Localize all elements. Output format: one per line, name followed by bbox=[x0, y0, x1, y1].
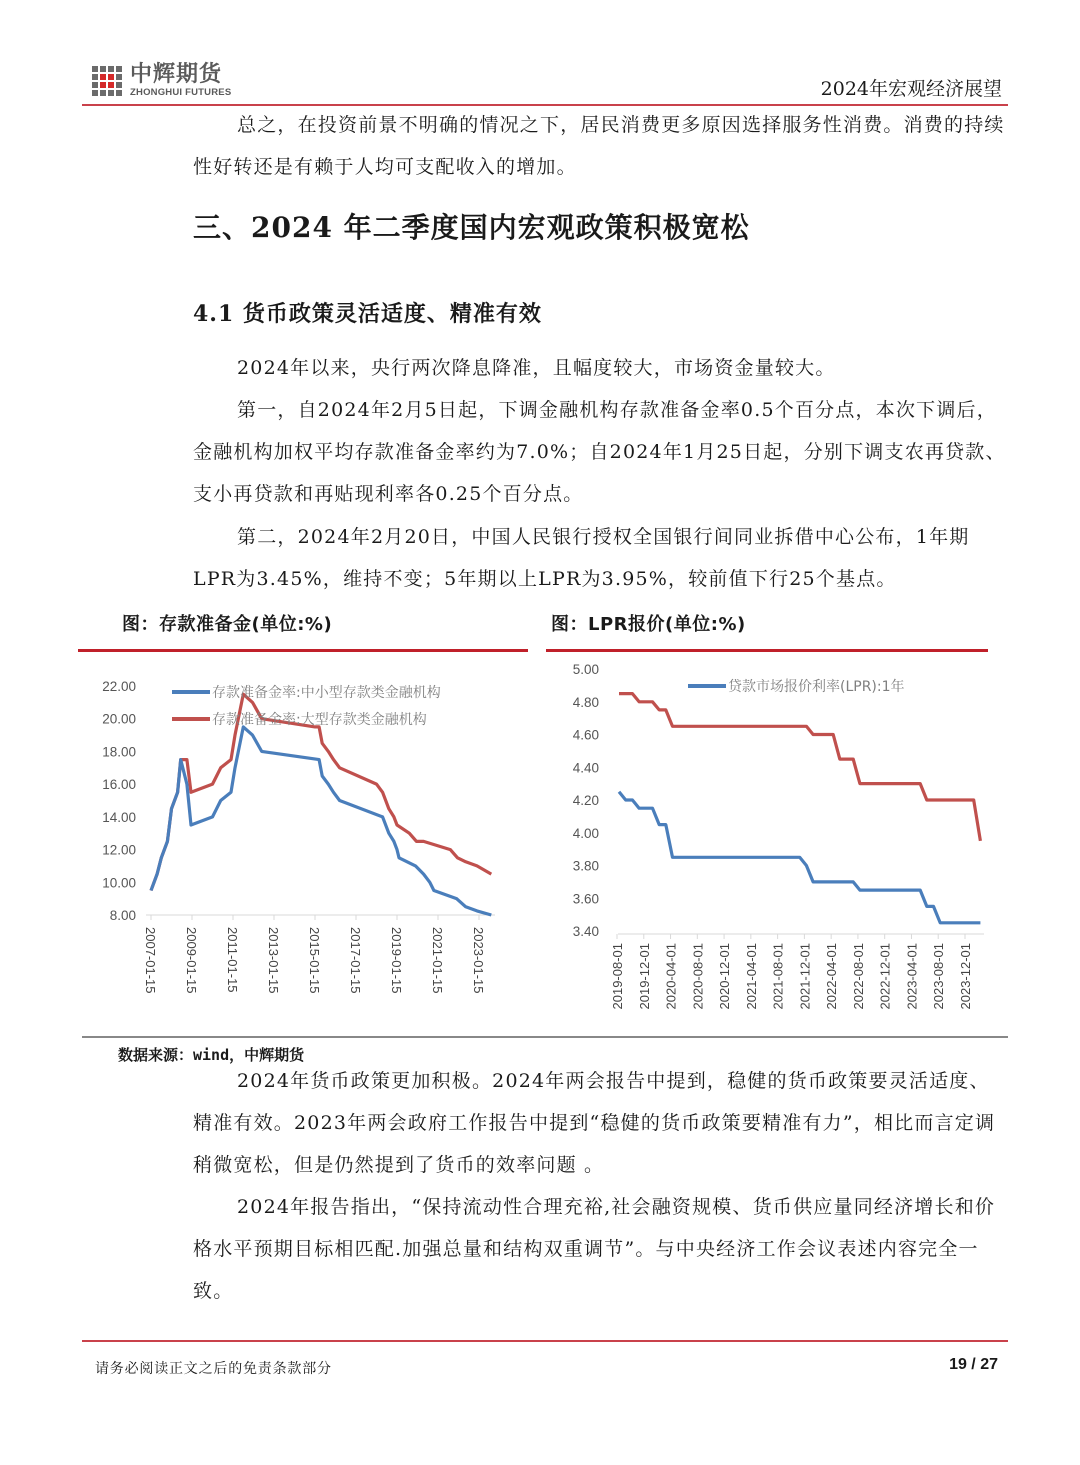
x-tick-label: 2021-08-01 bbox=[770, 943, 786, 1010]
x-tick-label: 2022-04-01 bbox=[824, 943, 840, 1010]
body-paragraph-4: 2024年货币政策更加积极。2024年两会报告中提到，稳健的货币政策要灵活适度、精准有效。2023年两会政府工作报告中提到“稳健的货币政策要精准有力”，相比而言定调稍微宽松，但是仍然提到了货币的效率问题 。 bbox=[193, 1070, 996, 1176]
x-tick-label: 2023-04-01 bbox=[904, 943, 920, 1010]
report-title: 2024年宏观经济展望 bbox=[820, 78, 1002, 100]
x-tick-label: 2021-04-01 bbox=[743, 943, 759, 1010]
y-tick-label: 4.60 bbox=[572, 727, 599, 743]
intro-paragraph: 总之，在投资前景不明确的情况之下，居民消费更多原因选择服务性消费。消费的持续性好转还是有赖于人均可支配收入的增加。 bbox=[193, 114, 1005, 178]
y-tick-label: 5.00 bbox=[572, 662, 599, 677]
y-tick-label: 14.00 bbox=[102, 809, 136, 825]
x-tick-label: 2023-12-01 bbox=[958, 943, 973, 1010]
x-tick-label: 2022-08-01 bbox=[850, 943, 866, 1010]
x-tick-label: 2021-12-01 bbox=[797, 943, 813, 1010]
body-paragraph-3: 第二，2024年2月20日，中国人民银行授权全国银行间同业拆借中心公布，1年期LPR为3.45%，维持不变；5年期以上LPR为3.95%，较前值下行25个基点。 bbox=[193, 526, 970, 590]
x-tick-label: 2019-01-15 bbox=[389, 927, 404, 994]
y-tick-label: 18.00 bbox=[102, 744, 136, 760]
x-tick-label: 2023-01-15 bbox=[471, 927, 486, 994]
x-tick-label: 2019-08-01 bbox=[610, 943, 625, 1010]
x-tick-label: 2020-04-01 bbox=[663, 943, 679, 1010]
y-tick-label: 10.00 bbox=[102, 875, 136, 891]
page-number: 19 / 27 bbox=[949, 1356, 998, 1373]
figure-title-lpr: 图：LPR报价(单位:%) bbox=[551, 614, 746, 635]
body-paragraph-5: 2024年报告指出，“保持流动性合理充裕,社会融资规模、货币供应量同经济增长和价格水平预期目标相匹配.加强总量和结构双重调节”。与中央经济工作会议表述内容完全一致。 bbox=[193, 1196, 996, 1302]
body-paragraph-1: 2024年以来，央行两次降息降准，且幅度较大，市场资金量较大。 bbox=[237, 357, 836, 379]
x-tick-label: 2023-08-01 bbox=[931, 943, 947, 1010]
x-tick-label: 2011-01-15 bbox=[225, 927, 240, 993]
x-tick-label: 2019-12-01 bbox=[636, 943, 652, 1010]
x-tick-label: 2009-01-15 bbox=[184, 927, 199, 994]
body-paragraph-2: 第一，自2024年2月5日起，下调金融机构存款准备金率0.5个百分点，本次下调后，金融机构加权平均存款准备金率约为7.0%；自2024年1月25日起，分别下调支农再贷款、支小再贷款和再贴现利率各0.25个百分点。 bbox=[193, 399, 1006, 505]
y-tick-label: 22.00 bbox=[102, 679, 136, 694]
data-source-note: 数据来源：wind，中辉期货 bbox=[118, 1046, 305, 1064]
figure-title-reserve-ratio: 图：存款准备金(单位:%) bbox=[122, 614, 333, 635]
footer-divider bbox=[82, 1340, 1008, 1342]
y-tick-label: 8.00 bbox=[109, 908, 136, 923]
disclaimer-note: 请务必阅读正文之后的免责条款部分 bbox=[95, 1361, 332, 1377]
section-heading: 三、2024 年二季度国内宏观政策积极宽松 bbox=[193, 211, 750, 244]
legend-label: 存款准备金率:大型存款类金融机构 bbox=[212, 712, 427, 728]
x-tick-label: 2007-01-15 bbox=[143, 927, 158, 994]
series-line bbox=[619, 694, 980, 841]
subsection-heading: 4.1 货币政策灵活适度、精准有效 bbox=[193, 301, 542, 327]
x-tick-label: 2013-01-15 bbox=[266, 927, 281, 994]
x-tick-label: 2015-01-15 bbox=[307, 927, 322, 994]
y-tick-label: 4.00 bbox=[572, 825, 599, 841]
logo-chinese-name: 中辉期货 bbox=[130, 62, 223, 87]
y-tick-label: 3.40 bbox=[572, 924, 599, 939]
x-tick-label: 2021-01-15 bbox=[430, 927, 445, 994]
y-tick-label: 20.00 bbox=[102, 711, 136, 727]
y-tick-label: 4.40 bbox=[572, 760, 599, 776]
series-line bbox=[619, 792, 980, 923]
legend-label: 存款准备金率:中小型存款类金融机构 bbox=[212, 685, 441, 701]
y-tick-label: 12.00 bbox=[102, 842, 136, 858]
x-tick-label: 2017-01-15 bbox=[348, 927, 363, 994]
x-tick-label: 2020-08-01 bbox=[690, 943, 706, 1010]
y-tick-label: 4.80 bbox=[572, 694, 599, 710]
source-divider bbox=[82, 1036, 1008, 1038]
y-tick-label: 3.60 bbox=[572, 891, 599, 907]
y-tick-label: 4.20 bbox=[572, 793, 599, 808]
logo-english-name: ZHONGHUI FUTURES bbox=[130, 87, 232, 98]
x-tick-label: 2020-12-01 bbox=[717, 943, 733, 1010]
x-tick-label: 2022-12-01 bbox=[877, 943, 893, 1010]
y-tick-label: 3.80 bbox=[572, 858, 599, 874]
y-tick-label: 16.00 bbox=[102, 777, 136, 793]
legend-label: 贷款市场报价利率(LPR):1年 bbox=[728, 679, 905, 695]
